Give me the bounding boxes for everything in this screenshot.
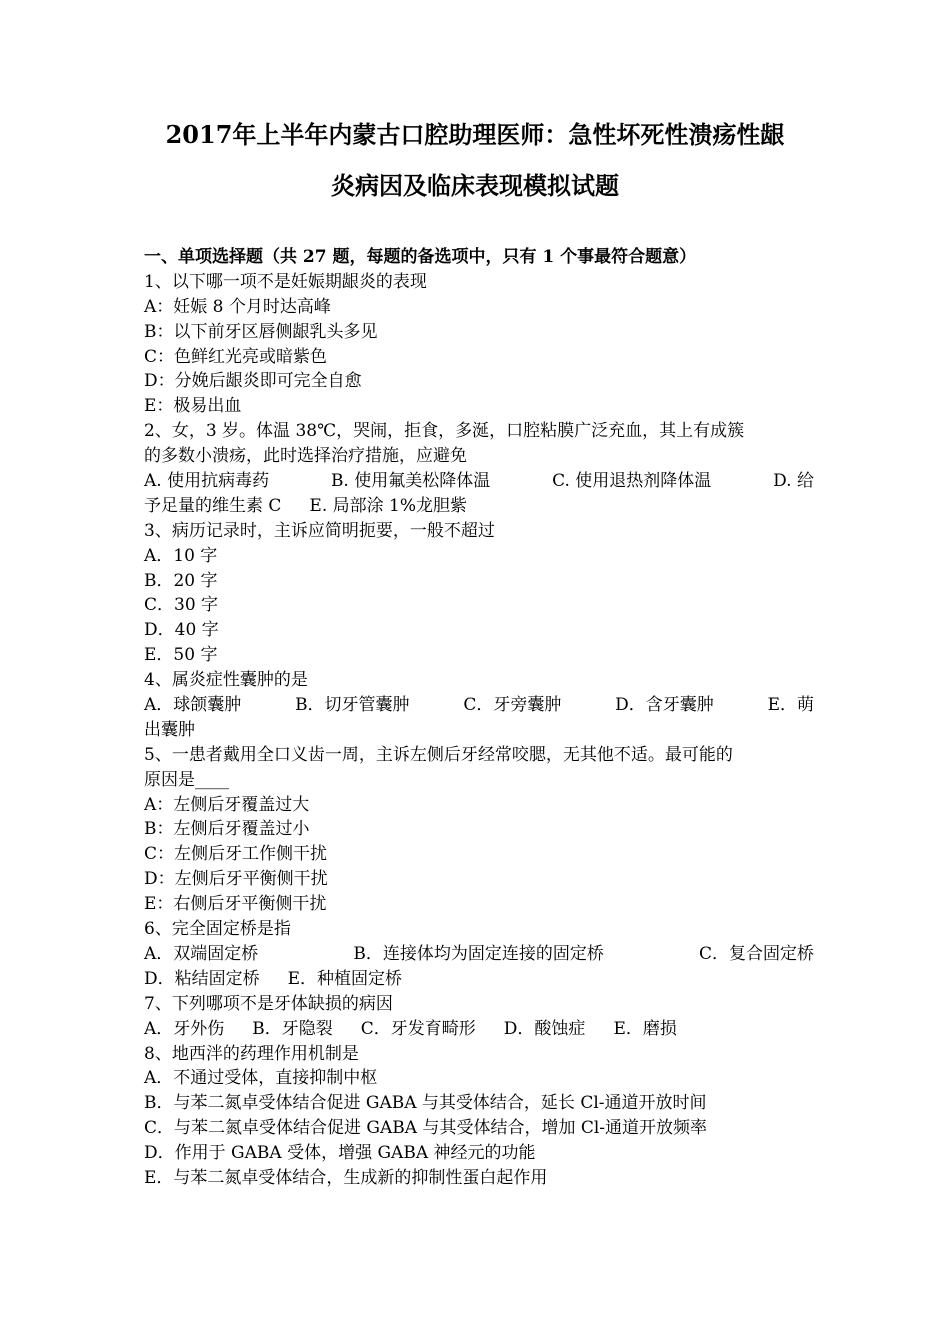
- question-5-option-e: E：右侧后牙平衡侧干扰: [144, 894, 327, 915]
- question-2-option-b: B. 使用氟美松降体温: [330, 471, 491, 492]
- question-2-options-row2: [144, 494, 814, 519]
- question-8-option-c: C．与苯二氮卓受体结合促进 GABA 与其受体结合，增加 Cl-通道开放频率: [144, 1118, 708, 1139]
- question-1-stem: 1、以下哪一项不是妊娠期龈炎的表现: [144, 271, 427, 292]
- question-6-option-b: B．连接体均为固定连接的固定桥: [353, 943, 604, 964]
- question-7-stem: 7、下列哪项不是牙体缺损的病因: [144, 993, 393, 1014]
- question-2-stem-cont: 的多数小溃疡，此时选择治疗措施，应避免: [144, 446, 467, 467]
- question-4-option-b: B．切牙管囊肿: [295, 695, 410, 716]
- question-2-stem: 2、女，3 岁。体温 38℃，哭闹，拒食，多涎，口腔粘膜广泛充血，其上有成簇: [144, 421, 745, 442]
- question-6-option-a: A．双端固定桥: [144, 943, 259, 964]
- question-4-option-a: A．球颌囊肿: [144, 695, 242, 716]
- question-2-option-a: A. 使用抗病毒药: [144, 471, 270, 492]
- question-4-option-c: C．牙旁囊肿: [463, 695, 562, 716]
- question-2-option-d-start: D. 给: [773, 471, 814, 492]
- question-3-option-d: D．40 字: [144, 620, 219, 641]
- question-5-option-d: D：左侧后牙平衡侧干扰: [144, 869, 328, 890]
- question-6-option-c: C．复合固定桥: [698, 943, 814, 964]
- question-7-option-a: A．牙外伤: [144, 1018, 225, 1039]
- question-8-stem: 8、地西泮的药理作用机制是: [144, 1043, 359, 1064]
- question-1-option-c: C：色鲜红光亮或暗紫色: [144, 346, 328, 367]
- question-6-stem: 6、完全固定桥是指: [144, 919, 291, 940]
- question-1-option-d: D：分娩后龈炎即可完全自愈: [144, 371, 362, 392]
- question-4-stem: 4、属炎症性囊肿的是: [144, 670, 308, 691]
- question-8-option-a: A．不通过受体，直接抑制中枢: [144, 1068, 378, 1089]
- question-2-option-d-end: 予足量的维生素 C: [144, 495, 282, 516]
- question-5-option-b: B：左侧后牙覆盖过小: [144, 819, 310, 840]
- question-4-option-e-start: E．萌: [767, 695, 814, 716]
- question-8-option-b: B．与苯二氮卓受体结合促进 GABA 与其受体结合，延长 Cl-通道开放时间: [144, 1093, 707, 1114]
- question-7-option-c: C．牙发育畸形: [360, 1018, 476, 1039]
- question-4-options-row1: [144, 693, 814, 718]
- question-8-option-d: D．作用于 GABA 受体，增强 GABA 神经元的功能: [144, 1143, 536, 1164]
- question-2-options-row1: [144, 469, 814, 494]
- question-5-stem: 5、一患者戴用全口义齿一周，主诉左侧后牙经常咬腮，无其他不适。最可能的: [144, 744, 733, 765]
- question-6-option-e: E．种植固定桥: [287, 968, 403, 989]
- question-2-option-c: C. 使用退热剂降体温: [552, 471, 712, 492]
- question-3-option-e: E．50 字: [144, 645, 218, 666]
- question-3-option-b: B．20 字: [144, 570, 218, 591]
- question-7-options-row1: [144, 1017, 814, 1042]
- question-2-option-e: E. 局部涂 1%龙胆紫: [309, 495, 468, 516]
- document-body: [144, 245, 814, 1191]
- question-8-option-e: E．与苯二氮卓受体结合，生成新的抑制性蛋白起作用: [144, 1167, 548, 1188]
- question-3-option-c: C．30 字: [144, 595, 219, 616]
- question-1-option-b: B：以下前牙区唇侧龈乳头多见: [144, 321, 378, 342]
- question-1-option-e: E：极易出血: [144, 396, 242, 417]
- question-5-stem-cont: 原因是____: [144, 769, 229, 790]
- question-1-option-a: A：妊娠 8 个月时达高峰: [144, 296, 331, 317]
- document-title-line1: 2017年上半年内蒙古口腔助理医师：急性坏死性溃疡性龈: [165, 120, 785, 149]
- question-6-option-d: D．粘结固定桥: [144, 968, 260, 989]
- question-7-option-e: E．磨损: [613, 1018, 677, 1039]
- question-5-option-a: A：左侧后牙覆盖过大: [144, 794, 310, 815]
- question-6-options-row2: [144, 967, 814, 992]
- question-3-stem: 3、病历记录时，主诉应简明扼要，一般不超过: [144, 520, 495, 541]
- question-3-option-a: A．10 字: [144, 545, 218, 566]
- question-6-options-row1: [144, 942, 814, 967]
- question-7-option-b: B．牙隐裂: [252, 1018, 333, 1039]
- question-7-option-d: D．酸蚀症: [503, 1018, 586, 1039]
- question-4-option-e-end: 出囊肿: [144, 719, 195, 740]
- question-4-option-d: D．含牙囊肿: [615, 695, 714, 716]
- section-heading: 一、单项选择题（共 27 题，每题的备选项中，只有 1 个事最符合题意）: [144, 247, 697, 267]
- question-5-option-c: C：左侧后牙工作侧干扰: [144, 844, 328, 865]
- document-title-line2: 炎病因及临床表现模拟试题: [331, 171, 619, 200]
